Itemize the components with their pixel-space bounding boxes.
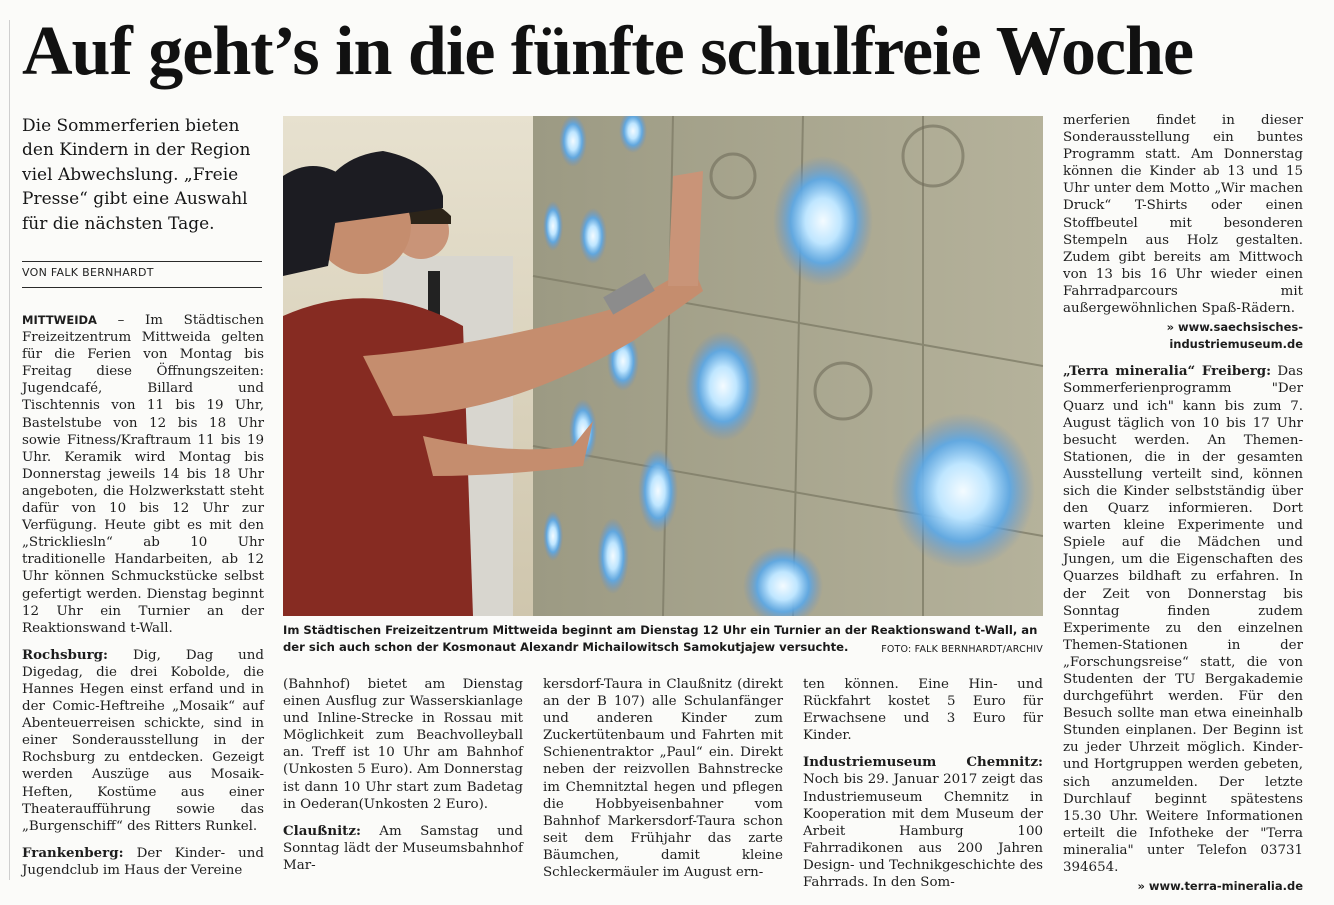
byline-rule-top (22, 261, 262, 262)
link-terra-mineralia[interactable]: » www.terra-mineralia.de (1137, 879, 1303, 894)
dateline-place: MITTWEIDA (22, 313, 97, 327)
headline: Auf geht’s in die fünfte schulfreie Woche (22, 13, 1194, 90)
article-column-1 (22, 312, 264, 889)
article-column-2 (283, 676, 523, 884)
paragraph-rochsburg: Dig, Dag und Digedag, die drei Kobolde, die Hannes Hegen einst erfand und in der Comic-Heftreihe „Mosaik“ auf Abenteuerreisen schickte, sind in einer Sonderausstellung in der Rochsburg zu entdecken. Gezeigt werden Auszüge aus Mosaik-Heften, Kostüme aus einer Theateraufführung sowie das „Burgenschiff“ des Ritters Runkel. (22, 647, 264, 834)
paragraph-industriemuseum-cont: merferien findet in dieser Sonderausstellung ein buntes Programm statt. Am Donnerstag können die Kinder ab 13 und 15 Uhr unter dem Motto „Wir machen Druck“ T-Shirts oder einen Stoffbeutel mit besonderen Stempeln aus Holz gestalten. Zudem gibt bereits am Mittwoch von 13 bis 16 Uhr wieder einen Fahrradparcours mit außergewöhnlichen Spaß-Rädern. (1063, 113, 1303, 317)
paragraph-frankenberg: Der Kinder- und Jugendclub im Haus der Vereine (22, 845, 264, 878)
article-photo (283, 116, 1043, 616)
paragraph-claussnitz: Am Samstag und Sonntag lädt der Museumsbahnhof Mar- (283, 823, 523, 873)
paragraph-industriemuseum: Noch bis 29. Januar 2017 zeigt das Industriemuseum Chemnitz in Kooperation mit dem Museum der Arbeit Hamburg 100 Fahrradikonen aus 200 Jahren Design- und Technikgeschichte des Fahrrads. In den Som- (803, 772, 1043, 891)
article-column-3 (543, 676, 783, 891)
photo-reaction-wall-image (283, 116, 1043, 616)
paragraph-claussnitz-cont: kersdorf-Taura in Claußnitz (direkt an der B 107) alle Schulanfänger und anderen Kinder zum Zuckertütenbaum und Fahrten mit Schienentraktor „Paul“ ein. Direkt neben der reizvollen Bahnstrecke im Chemnitztal hegen und pflegen die Hobbyeisenbahner vom Bahnhof Markersdorf-Taura schon seit dem Frühjahr das zarte Bäumchen, damit kleine Schleckermäuler im August ern- (543, 677, 783, 881)
photo-caption (283, 622, 1043, 658)
subhead-terra-mineralia: „Terra mineralia“ Freiberg: (1063, 363, 1272, 380)
byline: VON FALK BERNHARDT (22, 266, 154, 279)
link-industriemuseum[interactable]: » www.saechsisches-industriemuseum.de (1166, 320, 1303, 352)
subhead-rochsburg: Rochsburg: (22, 646, 108, 663)
lead-paragraph: Die Sommerferien bieten den Kindern in der Region viel Abwechslung. „Freie Presse“ gibt eine Auswahl für die nächsten Tage. (22, 116, 251, 234)
paragraph-claussnitz-end: ten können. Eine Hin- und Rückfahrt kostet 5 Euro für Erwachsene und 3 Euro für Kinder. (803, 677, 1043, 744)
paragraph-terra-mineralia: Das Sommerferienprogramm "Der Quarz und ich" kann bis zum 7. August täglich von 10 bis 17 Uhr besucht werden. An Themen-Stationen, die in der gesamten Ausstellung verteilt sind, können sich die Kinder selbstständig über den Quarz informieren. Dort warten kleine Experimente und Spiele auf die Mädchen und Jungen, um die Eigenschaften des Quarzes bildhaft zu erfahren. In der Zeit von Donnerstag bis Sonntag finden zudem Experimente zu den einzelnen Themen-Stationen in der „Forschungsreise“ statt, die von Studenten der TU Bergakademie durchgeführt werden. Für den Besuch sollte man etwa eineinhalb Stunden einplanen. Der Beginn ist zu jeder Uhrzeit möglich. Kinder- und Hortgruppen werden gebeten, sich anzumelden. Der letzte Durchlauf beginnt spätestens 15.30 Uhr. Weitere Informationen erteilt die Infotheke der "Terra mineralia" unter Telefon 03731 394654. (1063, 364, 1303, 876)
byline-rule-bottom (22, 287, 262, 288)
caption-text: Im Städtischen Freizeitzentrum Mittweida beginnt am Dienstag 12 Uhr ein Turnier an der Reaktionswand t-Wall, an der sich auch schon der Kosmonaut Alexandr Michailowitsch Samokutjajew versuchte. (283, 623, 1038, 654)
subhead-claussnitz: Claußnitz: (283, 822, 361, 839)
subhead-industriemuseum: Industriemuseum Chemnitz: (803, 754, 1043, 771)
page-edge-rule (9, 20, 10, 880)
article-column-5 (1063, 112, 1303, 905)
paragraph-mittweida: – Im Städtischen Freizeitzentrum Mittweida gelten für die Ferien von Montag bis Freitag diese Öffnungszeiten: Jugendcafé, Billard und Tischtennis von 11 bis 19 Uhr, Bastelstube von 12 bis 18 Uhr sowie Fitness/Kraftraum 11 bis 19 Uhr. Keramik wird Montag bis Donnerstag jeweils 14 bis 18 Uhr angeboten, die Holzwerkstatt steht dafür von 10 bis 12 Uhr zur Verfügung. Heute gibt es mit den „Strickliesln“ ab 10 Uhr traditionelle Handarbeiten, ab 12 Uhr können Schmuckstücke selbst gefertigt werden. Dienstag beginnt 12 Uhr ein Turnier an der Reaktionswand t-Wall. (22, 313, 264, 636)
subhead-frankenberg: Frankenberg: (22, 844, 124, 861)
photo-credit: FOTO: FALK BERNHARDT/ARCHIV (881, 644, 1043, 655)
article-column-4 (803, 676, 1043, 901)
paragraph-frankenberg-cont: (Bahnhof) bietet am Dienstag einen Ausflug zur Wasserskianlage und Inline-Strecke in Rossau mit Möglichkeit zum Beachvolleyball an. Treff ist 10 Uhr am Bahnhof (Unkosten 5 Euro). Am Donnerstag ist dann 10 Uhr start zum Badetag in Oederan(Unkosten 2 Euro). (283, 677, 523, 812)
